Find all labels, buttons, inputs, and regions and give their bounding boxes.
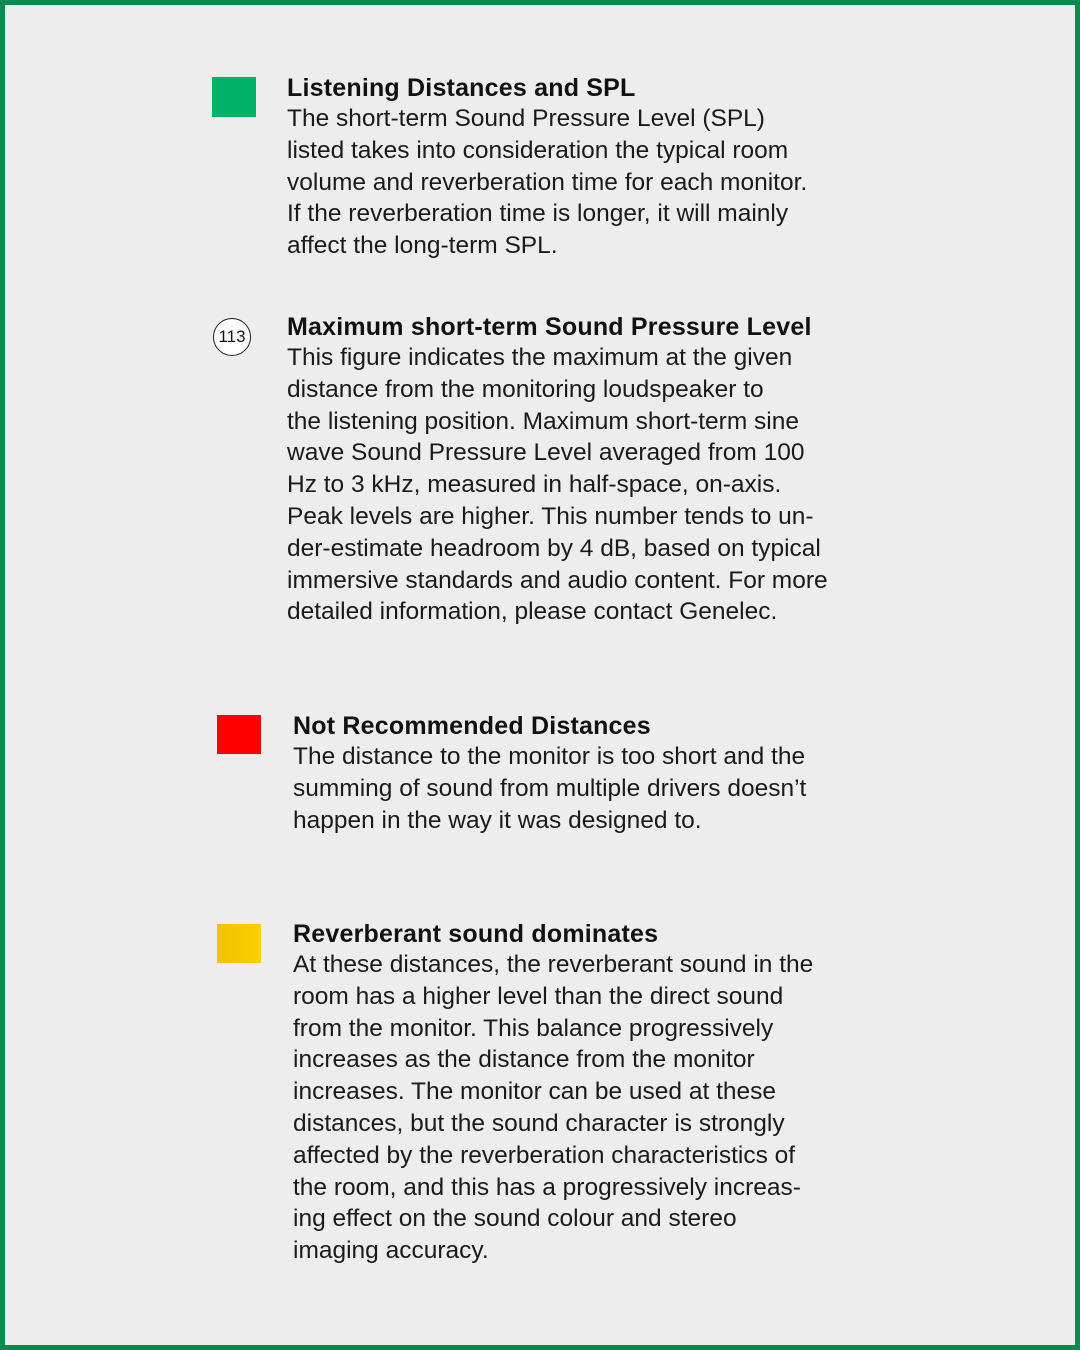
legend-title: Maximum short-term Sound Pressure Level <box>287 313 812 341</box>
green-swatch-icon <box>212 77 256 117</box>
legend-description: The short-term Sound Pressure Level (SPL) listed takes into consideration the typical room volume and reverberation time for each monitor. If the reverberation time is longer, it will mainly affect the long-term SPL. <box>287 105 808 260</box>
legend-description: This figure indicates the maximum at the given distance from the monitoring loudspeaker to the listening position. Maximum short-term sine wave Sound Pressure Level averaged from 100 Hz to 3 kHz, measured in half-space, on-axis. Peak levels are higher. This number tends to un- der-estimate headroom by 4 dB, based on typical immersive standards and audio content. For more detailed information, please contact Genelec. <box>287 344 828 626</box>
legend-max-spl <box>287 312 857 628</box>
spl-badge-icon: 113 <box>213 318 251 356</box>
legend-title: Listening Distances and SPL <box>287 74 636 102</box>
red-swatch-icon <box>217 715 261 754</box>
legend-description: At these distances, the reverberant sound in the room has a higher level than the direct sound from the monitor. This balance progressively increases as the distance from the monitor increases. The monitor can be used at these distances, but the sound character is strongly affected by the reverberation characteristics of the room, and this has a progressively increas- ing effect on the sound colour and stereo imaging accuracy. <box>293 951 814 1265</box>
legend-title: Reverberant sound dominates <box>293 920 659 948</box>
legend-listening-distances <box>287 73 847 262</box>
legend-not-recommended <box>293 711 853 836</box>
legend-reverberant <box>293 919 853 1267</box>
yellow-swatch-icon <box>217 924 261 963</box>
legend-description: The distance to the monitor is too short and the summing of sound from multiple drivers doesn’t happen in the way it was designed to. <box>293 743 807 834</box>
legend-title: Not Recommended Distances <box>293 712 651 740</box>
